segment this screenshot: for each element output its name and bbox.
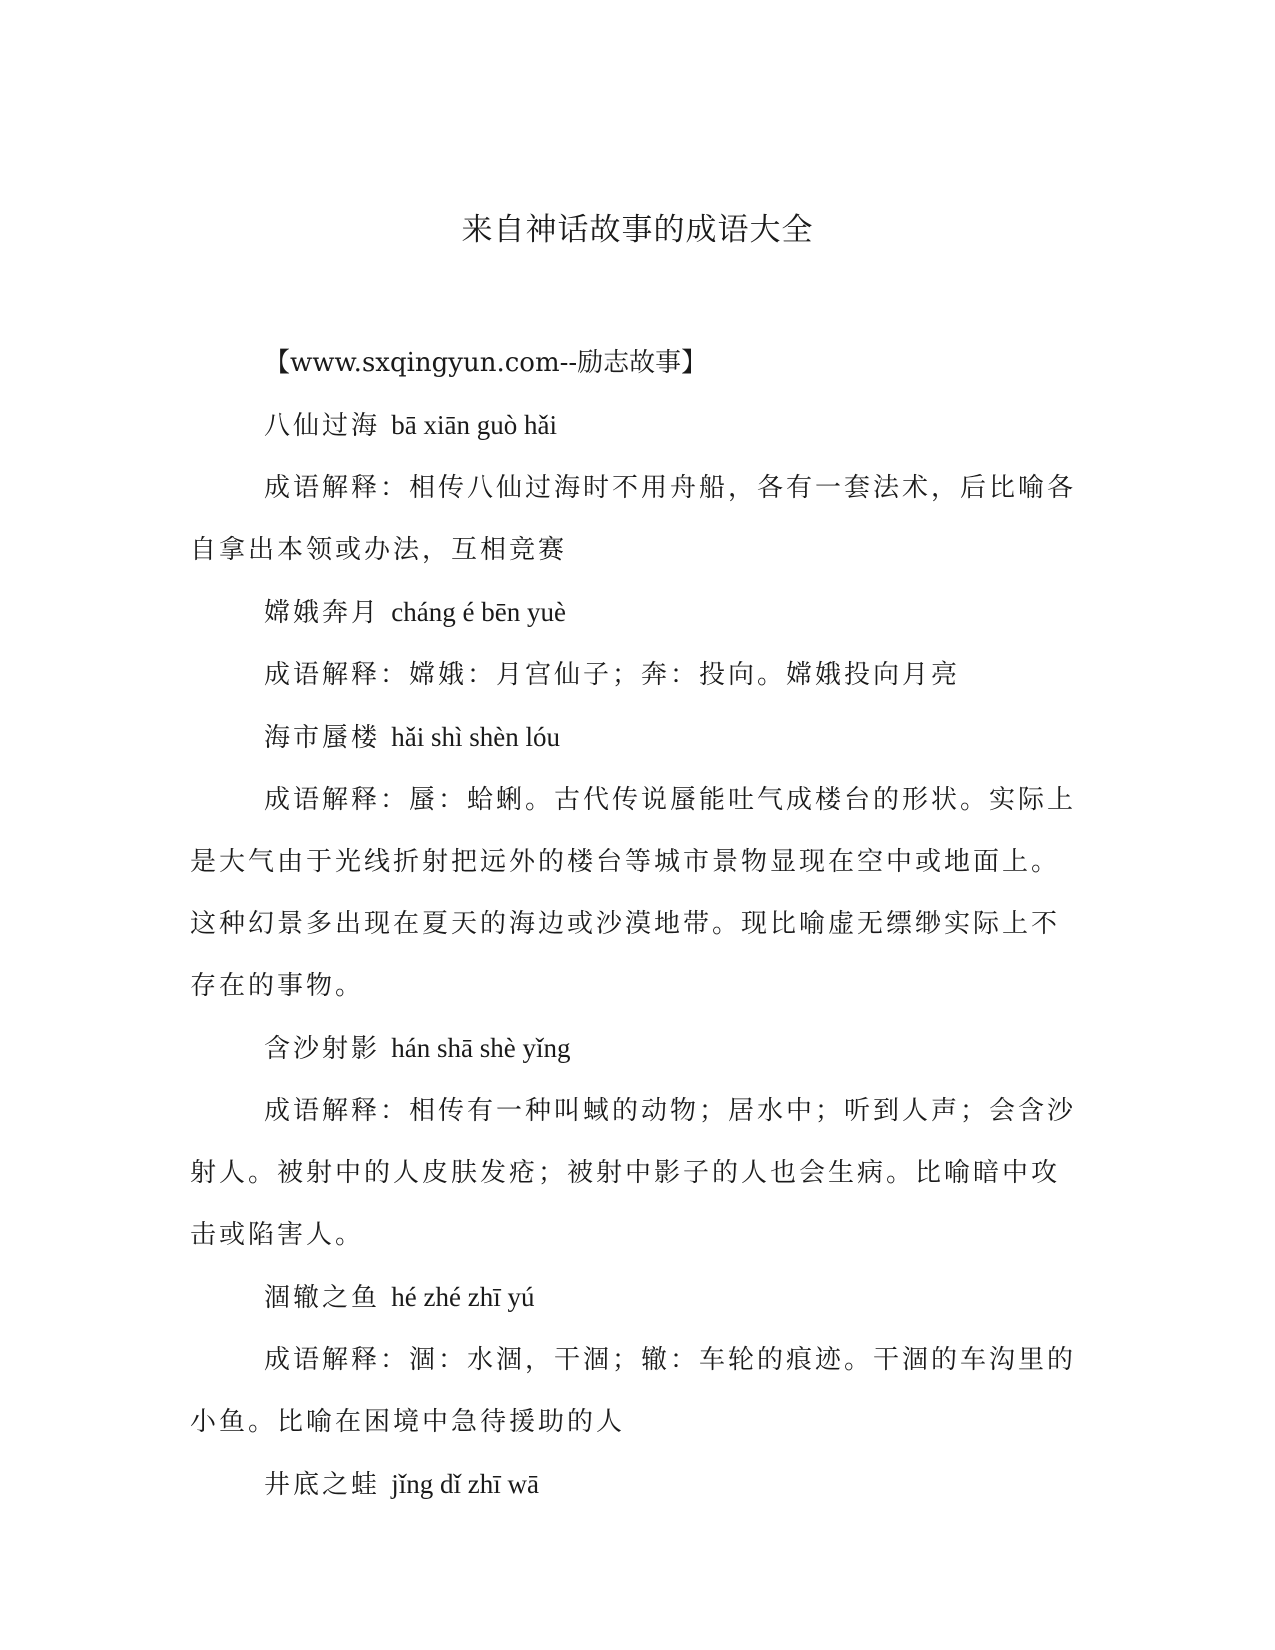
idiom-name: 井底之蛙	[264, 1470, 381, 1500]
idiom-name: 含沙射影	[264, 1034, 381, 1064]
idiom-heading	[190, 706, 1080, 769]
idiom-heading	[190, 1453, 1080, 1516]
document-title: 来自神话故事的成语大全	[461, 212, 814, 248]
idiom-pinyin: bā xiān guò hǎi	[391, 410, 557, 440]
idiom-name: 海市蜃楼	[264, 723, 381, 753]
idiom-heading	[190, 394, 1080, 457]
idiom-name: 涸辙之鱼	[264, 1283, 381, 1313]
idiom-pinyin: cháng é bēn yuè	[391, 597, 566, 627]
idiom-heading	[190, 1017, 1080, 1080]
idiom-heading	[190, 1266, 1080, 1329]
document-body	[190, 332, 1080, 1516]
idiom-pinyin: jǐng dǐ zhī wā	[391, 1469, 540, 1499]
idiom-explanation: 成语解释：相传八仙过海时不用舟船，各有一套法术，后比喻各自拿出本领或办法，互相竞赛	[190, 473, 1077, 565]
idiom-name: 嫦娥奔月	[264, 598, 381, 628]
idiom-name: 八仙过海	[264, 411, 381, 441]
idiom-explanation: 成语解释：相传有一种叫蜮的动物；居水中；听到人声；会含沙射人。被射中的人皮肤发疮；被射中影子的人也会生病。比喻暗中攻击或陷害人。	[190, 1096, 1077, 1250]
idiom-pinyin: hé zhé zhī yú	[391, 1282, 535, 1312]
source-line: 【www.sxqingyun.com--励志故事】	[264, 348, 708, 378]
idiom-pinyin: hán shā shè yǐng	[391, 1033, 571, 1063]
idiom-explanation: 成语解释：蜃：蛤蜊。古代传说蜃能吐气成楼台的形状。实际上是大气由于光线折射把远外的楼台等城市景物显现在空中或地面上。这种幻景多出现在夏天的海边或沙漠地带。现比喻虚无缥缈实际上不存在的事物。	[190, 785, 1077, 1001]
idiom-explanation: 成语解释：涸：水涸，干涸；辙：车轮的痕迹。干涸的车沟里的小鱼。比喻在困境中急待援助的人	[190, 1345, 1077, 1437]
idiom-explanation: 成语解释：嫦娥：月宫仙子；奔：投向。嫦娥投向月亮	[264, 660, 961, 690]
idiom-pinyin: hǎi shì shèn lóu	[391, 722, 561, 752]
idiom-heading	[190, 581, 1080, 644]
